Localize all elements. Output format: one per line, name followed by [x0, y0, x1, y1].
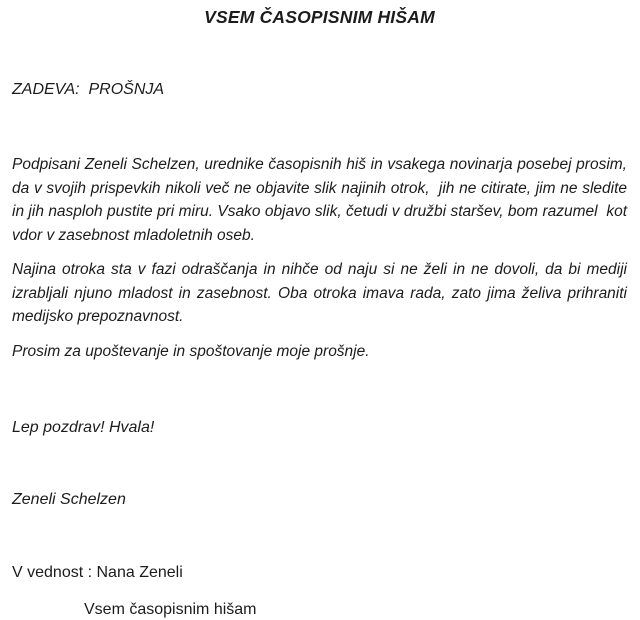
body-paragraph: Prosim za upoštevanje in spoštovanje moje prošnje.: [12, 342, 370, 360]
closing-line: Lep pozdrav! Hvala!: [12, 419, 155, 436]
body-paragraph: Najina otroka sta v fazi odraščanja in nihče od naju si ne želi in ne dovoli, da bi mediji izrabljali njuno mladost in zasebnost. Oba otroka imava rada, zato jima želiva prihraniti medijsko prepoznavnost.: [12, 261, 632, 325]
subject-line: ZADEVA: PROŠNJA: [12, 81, 165, 98]
signature-name: Zeneli Schelzen: [12, 491, 126, 508]
cc-recipient: Vsem časopisnim hišam: [84, 601, 257, 618]
cc-line: V vednost : Nana Zeneli: [12, 564, 183, 581]
body-paragraph: Podpisani Zeneli Schelzen, urednike časopisnih hiš in vsakega novinarja posebej prosim, da v svojih prispevkih nikoli več ne objavite slik najinih otrok, jih ne citirate, jim ne sledite in jih nasploh pustite pri miru. Vsako objavo slik, četudi v družbi staršev, bom razumel kot vdor v zasebnost mladoletnih oseb.: [12, 156, 632, 244]
letter-title: VSEM ČASOPISNIM HIŠAM: [204, 7, 435, 27]
